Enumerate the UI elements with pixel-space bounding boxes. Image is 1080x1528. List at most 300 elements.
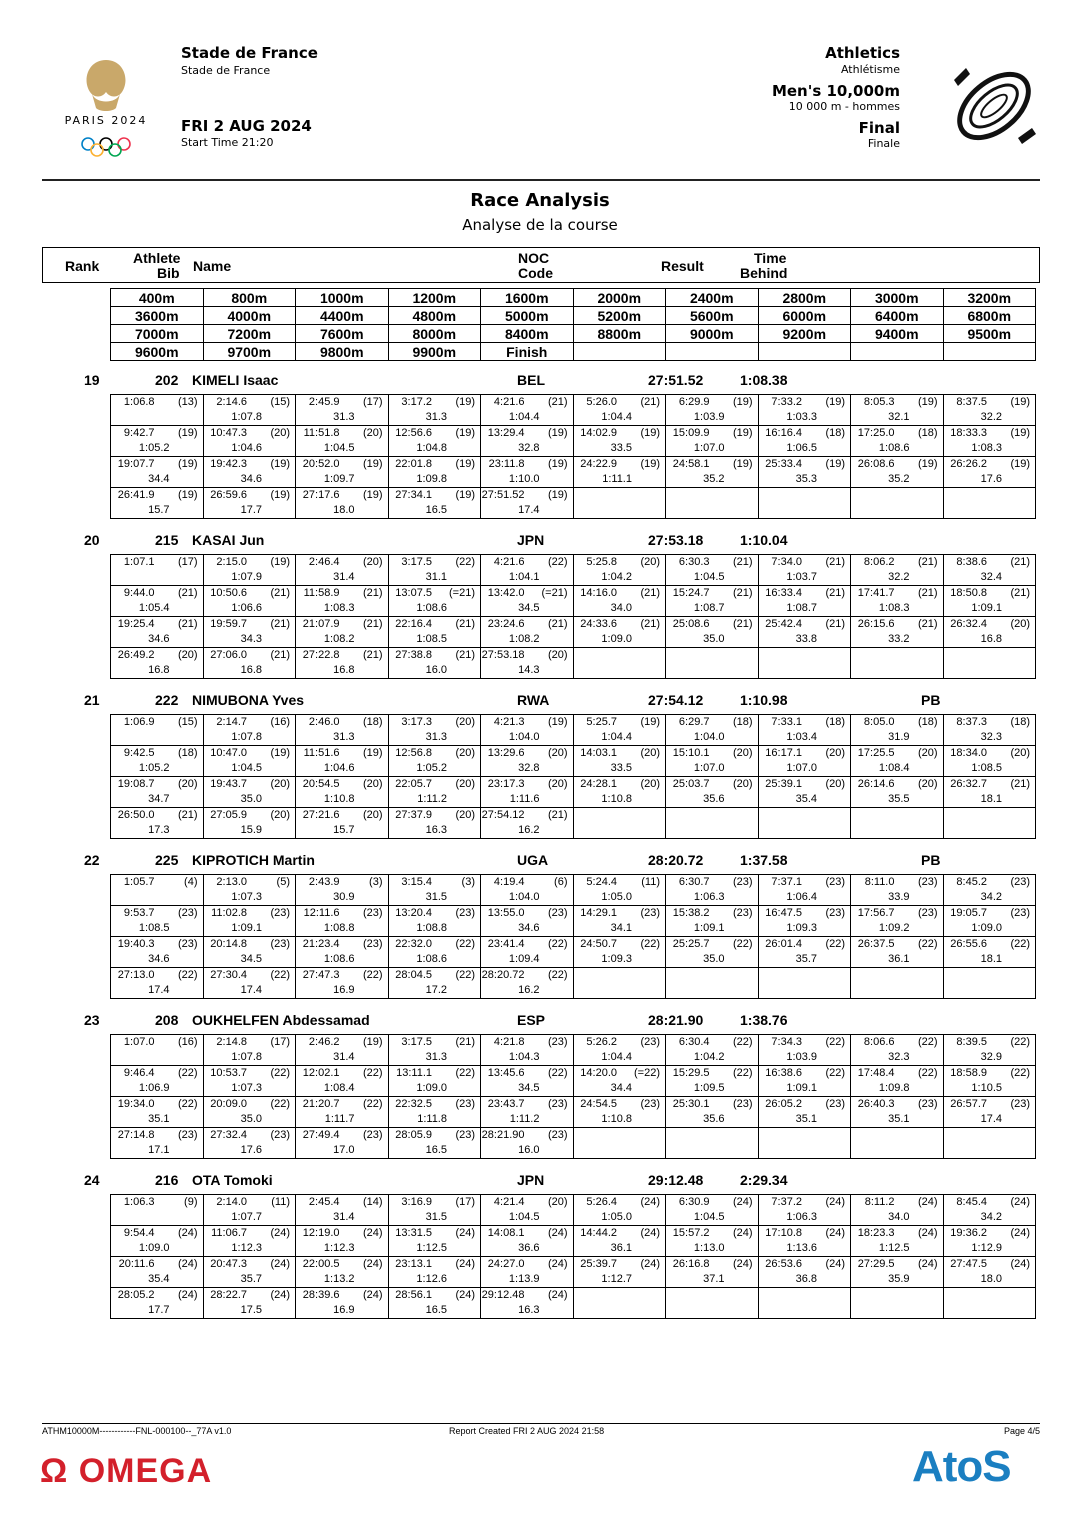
- split-label: 2000m: [573, 289, 666, 307]
- split-time: 15:10.1: [672, 747, 710, 759]
- split-label: 7200m: [203, 325, 296, 343]
- split-time: 5:26.4: [586, 1196, 617, 1208]
- split-rank: (23): [1010, 907, 1030, 919]
- split-lap: 1:08.2: [323, 633, 355, 645]
- split-time: 24:27.0: [487, 1258, 525, 1270]
- split-rank: (21): [1010, 556, 1030, 568]
- split-time: 17:41.7: [857, 587, 895, 599]
- split-cell: [758, 586, 851, 617]
- splits-row: [111, 586, 1036, 617]
- split-time: 26:32.7: [950, 778, 987, 790]
- split-label: 6000m: [758, 307, 851, 325]
- athlete-bib: 225: [155, 852, 179, 868]
- split-time: 25:30.1: [672, 1098, 710, 1110]
- split-time: 21:20.7: [302, 1098, 340, 1110]
- split-lap: 17.4: [148, 984, 170, 996]
- split-time: 26:53.6: [765, 1258, 802, 1270]
- split-label: 400m: [111, 289, 204, 307]
- split-rank: (24): [640, 1196, 660, 1208]
- splits-row: [111, 555, 1036, 586]
- split-lap: 35.0: [240, 1113, 262, 1125]
- split-rank: (19): [270, 747, 290, 759]
- split-lap: 1:04.4: [601, 411, 632, 423]
- split-cell: [573, 808, 666, 839]
- split-cell: [111, 1226, 204, 1257]
- split-lap: 1:03.4: [786, 731, 817, 743]
- split-lap: 1:08.8: [416, 922, 447, 934]
- split-lap: 1:09.4: [508, 953, 540, 965]
- split-cell: [388, 1195, 481, 1226]
- split-cell: [481, 715, 574, 746]
- split-cell: [758, 1226, 851, 1257]
- split-rank: (20): [177, 649, 198, 661]
- split-cell: [203, 617, 296, 648]
- split-rank: (20): [1010, 747, 1030, 759]
- split-cell: [203, 968, 296, 999]
- split-rank: (24): [1010, 1258, 1030, 1270]
- split-time: 14:16.0: [580, 587, 617, 599]
- split-lap: 17.4: [980, 1113, 1002, 1125]
- split-lap: 36.1: [888, 953, 910, 965]
- split-time: 21:07.9: [302, 618, 340, 630]
- split-time: 2:14.7: [216, 716, 247, 728]
- split-cell: [296, 1035, 389, 1066]
- split-cell: [481, 1226, 574, 1257]
- split-cell: [481, 875, 574, 906]
- split-lap: 1:12.3: [231, 1242, 262, 1254]
- split-lap: 1:06.3: [786, 1211, 817, 1223]
- athlete-rank: 20: [84, 532, 100, 548]
- split-lap: 1:08.7: [693, 602, 725, 614]
- split-rank: (20): [825, 778, 845, 790]
- split-time: 19:07.7: [117, 458, 155, 470]
- split-rank: (22): [732, 938, 753, 950]
- split-rank: (21): [362, 618, 383, 630]
- split-rank: (20): [640, 778, 660, 790]
- sport-fr: Athlétisme: [840, 63, 900, 76]
- splits-row: [111, 968, 1036, 999]
- split-cell: [573, 1035, 666, 1066]
- split-time: 13:20.4: [395, 907, 432, 919]
- split-time: 22:01.8: [395, 458, 432, 470]
- split-time: 13:29.6: [487, 747, 525, 759]
- split-cell: [388, 488, 481, 519]
- split-lap: 36.8: [795, 1273, 817, 1285]
- split-lap: 1:04.4: [508, 411, 540, 423]
- split-rank: (=21): [541, 587, 568, 599]
- split-time: 8:37.3: [956, 716, 987, 728]
- split-time: 19:40.3: [117, 938, 155, 950]
- splits-row: [111, 1257, 1036, 1288]
- split-lap: 1:04.6: [323, 762, 355, 774]
- split-cell: [943, 1035, 1036, 1066]
- split-cell: [666, 1066, 759, 1097]
- split-rank: (19): [455, 396, 475, 408]
- split-rank: (23): [270, 938, 290, 950]
- split-rank: (24): [732, 1227, 753, 1239]
- split-time: 28:21.90: [481, 1129, 525, 1141]
- split-cell: [758, 715, 851, 746]
- split-lap: 16.5: [425, 1144, 447, 1156]
- split-cell: [388, 1288, 481, 1319]
- split-label: 9600m: [111, 343, 204, 361]
- footer-page: Page 4/5: [1003, 1426, 1040, 1436]
- split-rank: (23): [547, 1098, 568, 1110]
- split-rank: (23): [917, 1098, 938, 1110]
- split-time: 27:29.5: [857, 1258, 895, 1270]
- split-lap: 18.0: [980, 1273, 1002, 1285]
- split-lap: 17.1: [148, 1144, 170, 1156]
- split-time: 27:54.12: [481, 809, 525, 821]
- split-label: 8400m: [481, 325, 574, 343]
- split-cell: [758, 1128, 851, 1159]
- split-cell: [666, 1035, 759, 1066]
- split-rank: (22): [547, 1067, 568, 1079]
- split-rank: (21): [825, 618, 845, 630]
- split-cell: [573, 937, 666, 968]
- split-rank: (20): [917, 778, 938, 790]
- split-cell: [203, 1288, 296, 1319]
- split-lap: 1:04.2: [693, 1051, 725, 1063]
- split-cell: [481, 488, 574, 519]
- athlete-pb-badge: PB: [921, 852, 941, 868]
- split-rank: (13): [177, 396, 198, 408]
- split-cell: [481, 617, 574, 648]
- split-lap: 1:06.3: [693, 891, 725, 903]
- split-time: 5:24.4: [586, 876, 617, 888]
- split-cell: [481, 1097, 574, 1128]
- split-lap: 1:09.2: [878, 922, 910, 934]
- split-cell: [943, 1195, 1036, 1226]
- split-rank: (23): [732, 907, 753, 919]
- split-cell: [296, 1226, 389, 1257]
- athletics-pictogram-icon: [944, 58, 1044, 154]
- athlete-splits-table: [110, 554, 1036, 679]
- split-lap: 34.4: [610, 1082, 632, 1094]
- split-cell: [573, 1195, 666, 1226]
- split-rank: (19): [1010, 458, 1030, 470]
- split-lap: 1:05.0: [601, 1211, 632, 1223]
- split-lap: 1:11.7: [324, 1113, 355, 1125]
- split-cell: [388, 586, 481, 617]
- split-time: 8:05.0: [863, 716, 895, 728]
- split-cell: [111, 1066, 204, 1097]
- split-rank: (20): [455, 778, 475, 790]
- split-time: 5:25.7: [586, 716, 617, 728]
- split-rank: (21): [917, 556, 938, 568]
- athlete-noc: JPN: [517, 1172, 545, 1188]
- split-time: 9:42.5: [123, 747, 155, 759]
- split-cell: [481, 586, 574, 617]
- split-label: 5600m: [666, 307, 759, 325]
- split-time: 8:06.2: [863, 556, 895, 568]
- split-time: 13:11.1: [396, 1067, 432, 1079]
- split-cell: [111, 648, 204, 679]
- split-time: 8:11.2: [864, 1196, 895, 1208]
- split-time: 9:54.4: [123, 1227, 155, 1239]
- athlete-row: [42, 1012, 1040, 1030]
- split-lap: 1:08.3: [878, 602, 910, 614]
- split-rank: (23): [917, 876, 938, 888]
- split-lap: 1:09.0: [601, 633, 632, 645]
- split-cell: [388, 1066, 481, 1097]
- split-cell: [481, 648, 574, 679]
- split-cell: [203, 555, 296, 586]
- split-lap: 17.4: [518, 504, 540, 516]
- split-lap: 1:08.5: [971, 762, 1002, 774]
- col-result: Result: [661, 258, 704, 274]
- split-lap: 1:07.7: [231, 1211, 262, 1223]
- split-lap: 1:04.6: [231, 442, 262, 454]
- split-lap: 1:04.0: [693, 731, 725, 743]
- split-time: 12:11.6: [303, 907, 340, 919]
- split-time: 17:10.8: [765, 1227, 802, 1239]
- split-rank: (20): [547, 1196, 568, 1208]
- split-cell: [666, 1226, 759, 1257]
- split-label: [943, 343, 1036, 361]
- split-lap: 34.4: [148, 473, 170, 485]
- split-rank: (20): [362, 809, 383, 821]
- split-rank: (19): [825, 458, 845, 470]
- split-cell: [943, 586, 1036, 617]
- header-right: [772, 44, 900, 150]
- split-label: 1600m: [481, 289, 574, 307]
- split-rank: (21): [1010, 778, 1030, 790]
- split-rank: (24): [455, 1258, 475, 1270]
- split-cell: [943, 1257, 1036, 1288]
- split-rank: (20): [825, 747, 845, 759]
- split-cell: [296, 1097, 389, 1128]
- split-time: 24:50.7: [580, 938, 617, 950]
- split-lap: 35.6: [703, 1113, 725, 1125]
- split-rank: (19): [640, 427, 660, 439]
- split-time: 28:04.5: [395, 969, 432, 981]
- split-cell: [666, 968, 759, 999]
- split-time: 24:22.9: [580, 458, 617, 470]
- split-time: 1:06.9: [123, 716, 155, 728]
- split-cell: [851, 617, 944, 648]
- split-time: 17:48.4: [857, 1067, 895, 1079]
- split-cell: [851, 1195, 944, 1226]
- split-lap: 30.9: [333, 891, 355, 903]
- athlete-result: 28:21.90: [648, 1012, 704, 1028]
- split-cell: [203, 937, 296, 968]
- split-cell: [666, 1257, 759, 1288]
- split-rank: (21): [270, 587, 290, 599]
- athlete-splits-table: [110, 1034, 1036, 1159]
- split-time: 2:43.9: [308, 876, 340, 888]
- split-rank: (17): [177, 556, 198, 568]
- split-label-row: [111, 325, 1036, 343]
- split-cell: [296, 648, 389, 679]
- split-time: 20:52.0: [302, 458, 340, 470]
- split-lap: 1:04.4: [601, 731, 632, 743]
- split-rank: (23): [455, 907, 475, 919]
- split-rank: (22): [1010, 1067, 1030, 1079]
- split-cell: [111, 426, 204, 457]
- split-rank: (18): [1010, 716, 1030, 728]
- split-rank: (22): [547, 556, 568, 568]
- split-lap: 1:09.1: [693, 922, 725, 934]
- split-rank: (22): [270, 969, 290, 981]
- split-cell: [666, 457, 759, 488]
- split-time: 26:37.5: [857, 938, 895, 950]
- split-time: 26:08.6: [857, 458, 895, 470]
- split-cell: [666, 426, 759, 457]
- split-cell: [573, 746, 666, 777]
- athlete-row: [42, 372, 1040, 390]
- split-lap: 1:10.8: [601, 793, 632, 805]
- split-lap: 1:04.5: [693, 1211, 725, 1223]
- split-rank: (18): [917, 716, 938, 728]
- split-time: 4:21.6: [493, 396, 525, 408]
- split-cell: [203, 648, 296, 679]
- split-rank: (19): [732, 427, 753, 439]
- split-time: 19:36.2: [950, 1227, 987, 1239]
- split-cell: [481, 937, 574, 968]
- split-time: 20:09.0: [210, 1098, 247, 1110]
- split-time: 2:15.0: [216, 556, 247, 568]
- athlete-result: 27:53.18: [648, 532, 704, 548]
- split-cell: [481, 1195, 574, 1226]
- split-time: 23:43.7: [487, 1098, 525, 1110]
- split-time: 8:38.6: [956, 556, 987, 568]
- split-lap: 1:07.0: [786, 762, 817, 774]
- split-lap: 15.9: [240, 824, 262, 836]
- split-cell: [758, 1066, 851, 1097]
- split-rank: (20): [455, 809, 475, 821]
- split-label: 2400m: [666, 289, 759, 307]
- split-time: 12:56.6: [395, 427, 432, 439]
- splits-row: [111, 1097, 1036, 1128]
- split-cell: [388, 1128, 481, 1159]
- split-lap: 1:10.8: [601, 1113, 632, 1125]
- split-rank: (23): [640, 907, 660, 919]
- split-lap: 1:11.2: [509, 1113, 540, 1125]
- split-rank: (23): [547, 1036, 568, 1048]
- split-rank: (20): [270, 809, 290, 821]
- split-cell: [573, 1257, 666, 1288]
- split-cell: [851, 457, 944, 488]
- split-cell: [851, 648, 944, 679]
- split-cell: [388, 1097, 481, 1128]
- split-time: 3:17.5: [401, 556, 432, 568]
- split-cell: [758, 875, 851, 906]
- split-rank: (23): [917, 907, 938, 919]
- split-rank: (24): [177, 1227, 198, 1239]
- split-rank: (19): [455, 427, 475, 439]
- split-time: 4:21.4: [493, 1196, 525, 1208]
- split-cell: [388, 746, 481, 777]
- split-lap: 32.3: [980, 731, 1002, 743]
- split-cell: [203, 1257, 296, 1288]
- splits-row: [111, 746, 1036, 777]
- split-time: 28:05.2: [117, 1289, 155, 1301]
- split-cell: [943, 617, 1036, 648]
- split-rank: (24): [270, 1227, 290, 1239]
- split-cell: [851, 1226, 944, 1257]
- split-label: 3000m: [851, 289, 944, 307]
- split-time: 5:25.8: [586, 556, 617, 568]
- split-time: 8:45.2: [956, 876, 987, 888]
- split-cell: [758, 808, 851, 839]
- split-rank: (19): [1010, 427, 1030, 439]
- split-cell: [573, 777, 666, 808]
- split-label: 9400m: [851, 325, 944, 343]
- split-cell: [111, 906, 204, 937]
- split-cell: [481, 457, 574, 488]
- split-lap: 17.0: [333, 1144, 355, 1156]
- split-cell: [573, 426, 666, 457]
- split-rank: (22): [362, 1098, 383, 1110]
- split-cell: [388, 937, 481, 968]
- split-rank: (22): [732, 1067, 753, 1079]
- split-time: 19:05.7: [950, 907, 987, 919]
- split-rank: (23): [362, 907, 383, 919]
- split-lap: 1:07.9: [231, 571, 262, 583]
- split-cell: [573, 1226, 666, 1257]
- split-cell: [203, 1226, 296, 1257]
- split-lap: 1:13.9: [508, 1273, 540, 1285]
- split-rank: (19): [362, 747, 383, 759]
- split-label: 1200m: [388, 289, 481, 307]
- split-lap: 34.5: [240, 953, 262, 965]
- split-rank: (24): [732, 1196, 753, 1208]
- split-cell: [851, 488, 944, 519]
- athlete-rank: 24: [84, 1172, 100, 1188]
- athlete-behind: 1:38.76: [740, 1012, 788, 1028]
- split-cell: [388, 617, 481, 648]
- split-lap: 31.9: [888, 731, 910, 743]
- split-time: 2:46.2: [308, 1036, 340, 1048]
- split-cell: [851, 875, 944, 906]
- split-rank: (20): [732, 778, 753, 790]
- split-lap: 34.5: [518, 1082, 540, 1094]
- split-cell: [573, 1066, 666, 1097]
- split-lap: 1:04.5: [231, 762, 262, 774]
- split-time: 2:13.0: [216, 876, 247, 888]
- split-lap: 1:06.6: [231, 602, 262, 614]
- split-lap: 1:07.3: [231, 891, 262, 903]
- split-lap: 16.5: [425, 1304, 447, 1316]
- split-lap: 37.1: [703, 1273, 725, 1285]
- split-lap: 15.7: [148, 504, 170, 516]
- report-title: [0, 190, 1080, 234]
- split-rank: (22): [270, 1098, 290, 1110]
- athlete-behind: 1:10.04: [740, 532, 788, 548]
- split-cell: [296, 1257, 389, 1288]
- split-rank: (19): [270, 489, 290, 501]
- split-lap: 18.0: [333, 504, 355, 516]
- split-rank: (23): [455, 1098, 475, 1110]
- split-time: 13:42.0: [487, 587, 525, 599]
- athlete-bib: 215: [155, 532, 179, 548]
- split-time: 6:30.7: [678, 876, 710, 888]
- split-cell: [758, 1257, 851, 1288]
- split-label: 5000m: [481, 307, 574, 325]
- split-label: 8800m: [573, 325, 666, 343]
- split-cell: [573, 457, 666, 488]
- split-rank: (11): [641, 876, 660, 888]
- split-lap: 16.0: [518, 1144, 540, 1156]
- split-lap: 1:07.0: [693, 442, 725, 454]
- split-rank: (9): [184, 1196, 198, 1208]
- split-rank: (6): [554, 876, 568, 888]
- split-lap: 1:05.2: [138, 762, 170, 774]
- athlete-behind: 2:29.34: [740, 1172, 788, 1188]
- split-cell: [573, 1097, 666, 1128]
- split-lap: 1:08.3: [323, 602, 355, 614]
